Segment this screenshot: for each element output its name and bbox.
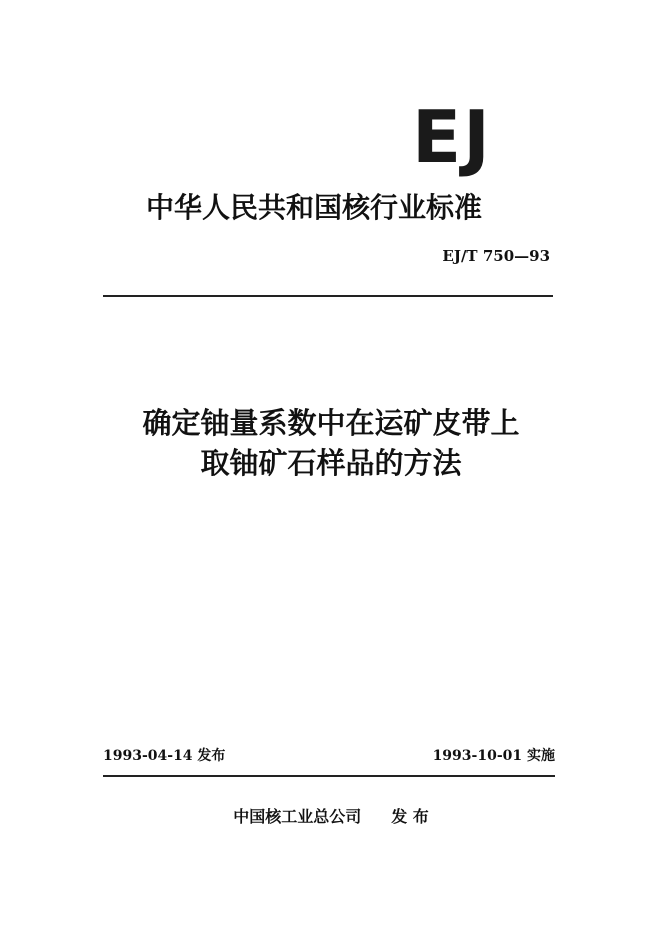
document-title-line-2: 取铀矿石样品的方法: [200, 446, 462, 480]
document-title: [81, 403, 581, 483]
ej-logo: EJ: [412, 95, 492, 179]
bottom-divider: [103, 775, 555, 777]
effective-date: 1993-10-01 实施: [432, 748, 555, 764]
document-title-line-1: 确定铀量系数中在运矿皮带上: [142, 406, 520, 440]
publisher-action: 发 布: [391, 807, 429, 826]
publisher-name: 中国核工业总公司: [233, 807, 362, 826]
top-divider: [103, 295, 553, 297]
issue-date: 1993-04-14 发布: [103, 748, 226, 764]
standard-code: EJ/T 750—93: [442, 247, 550, 265]
publisher-line: [150, 805, 512, 829]
standard-category-title: 中华人民共和国核行业标准: [146, 191, 483, 224]
